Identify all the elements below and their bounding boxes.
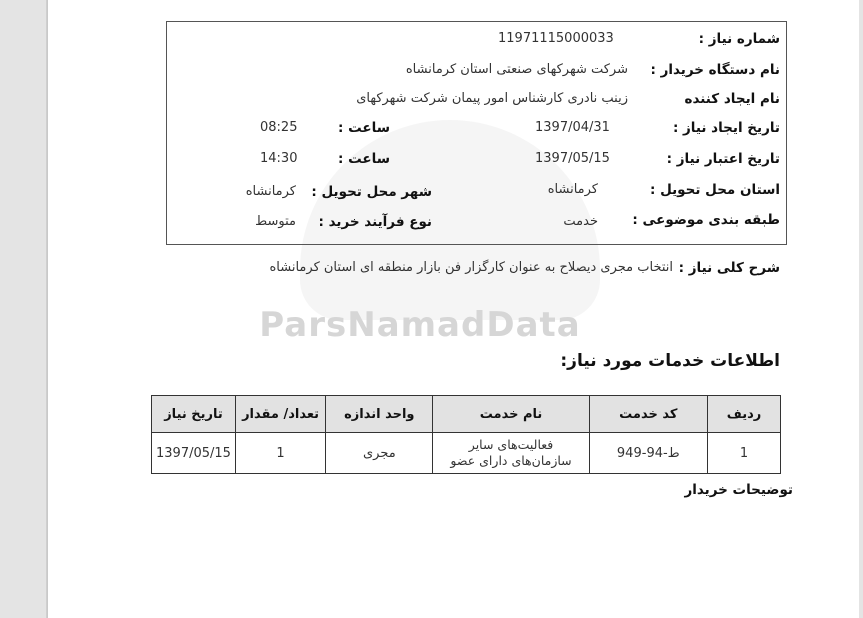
valid-date-label: تاریخ اعتبار نیاز :	[666, 151, 780, 167]
category-label: طبقه بندی موضوعی :	[632, 212, 780, 228]
created-time-value: 08:25	[260, 120, 298, 135]
cell-quantity: 1	[235, 433, 325, 474]
need-number-value: 11971115000033	[498, 31, 614, 46]
creator-value: زینب نادری کارشناس امور پیمان شرکت شهرکهای	[356, 91, 628, 106]
description-text: انتخاب مجری دیصلاح به عنوان کارگزار فن بازار منطقه ای استان کرمانشاه	[269, 260, 673, 275]
process-value: متوسط	[255, 214, 296, 229]
city-label: شهر محل تحویل :	[311, 184, 432, 200]
frame-border	[47, 0, 48, 618]
city-value: کرمانشاه	[245, 184, 296, 199]
valid-time-value: 14:30	[260, 151, 298, 166]
cell-unit: مجری	[326, 433, 433, 474]
cell-service-code: ط-94-949	[589, 433, 707, 474]
services-title: اطلاعات خدمات مورد نیاز:	[560, 351, 780, 371]
description-label: شرح کلی نیاز :	[678, 260, 780, 276]
left-gutter	[0, 0, 47, 618]
services-header-row	[152, 396, 781, 433]
col-service-name: نام خدمت	[433, 396, 589, 433]
col-quantity: تعداد/ مقدار	[235, 396, 325, 433]
services-table	[151, 395, 781, 474]
province-label: استان محل تحویل :	[649, 182, 780, 198]
process-label: نوع فرآیند خرید :	[318, 214, 432, 230]
valid-time-label: ساعت :	[338, 151, 390, 167]
col-need-date: تاریخ نیاز	[152, 396, 236, 433]
buyer-org-label: نام دستگاه خریدار :	[650, 62, 780, 78]
cell-need-date: 1397/05/15	[152, 433, 236, 474]
created-date-value: 1397/04/31	[535, 120, 610, 135]
valid-date-value: 1397/05/15	[535, 151, 610, 166]
buyer-org-value: شرکت شهرکهای صنعتی استان کرمانشاه	[405, 62, 628, 77]
col-unit: واحد اندازه	[326, 396, 433, 433]
table-row	[152, 433, 781, 474]
created-time-label: ساعت :	[338, 120, 390, 136]
col-row-number: ردیف	[708, 396, 781, 433]
col-service-code: کد خدمت	[589, 396, 707, 433]
category-value: خدمت	[563, 214, 598, 229]
right-gutter	[859, 0, 863, 618]
cell-row-number: 1	[708, 433, 781, 474]
cell-service-name: فعالیت‌های سایر سازمان‌های دارای عضو	[433, 433, 589, 474]
need-number-label: شماره نیاز :	[698, 31, 780, 47]
created-date-label: تاریخ ایجاد نیاز :	[672, 120, 780, 136]
province-value: کرمانشاه	[547, 182, 598, 197]
buyer-notes-label: توضیحات خریدار	[684, 482, 793, 498]
watermark-text: ParsNamadData	[259, 305, 581, 345]
creator-label: نام ایجاد کننده	[684, 91, 780, 107]
